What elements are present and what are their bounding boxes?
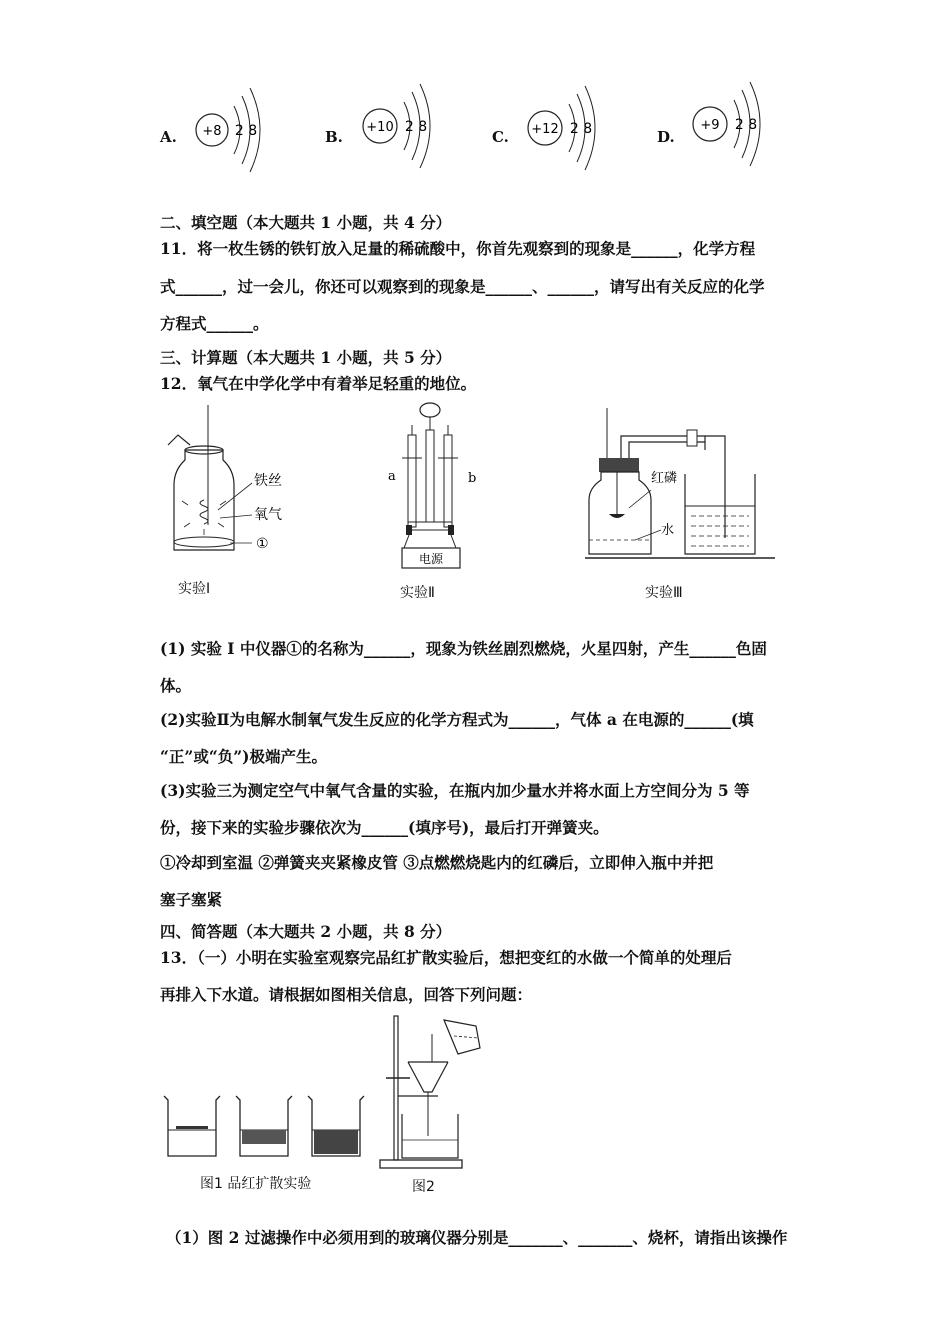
option-a-nucleus: +8 <box>202 124 222 139</box>
option-b-shells: 2 8 <box>404 119 428 135</box>
option-c-atom-diagram <box>525 88 615 178</box>
exp3-caption: 实验Ⅲ <box>645 585 683 601</box>
option-b-atom-diagram <box>358 88 448 178</box>
q13-sub-1: （1）图 2 过滤操作中必须用到的玻璃仪器分别是_______、_______、烧杯，请指出该操作 <box>166 1228 788 1247</box>
q12-intro: 12．氧气在中学化学中有着举足轻重的地位。 <box>160 374 477 393</box>
option-c-nucleus: +12 <box>531 122 559 137</box>
beaker-2 <box>236 1096 292 1156</box>
experiment-2-diagram <box>380 400 490 575</box>
q13-line-2: 再排入下水道。请根据如图相关信息，回答下列问题： <box>160 985 533 1004</box>
experiment-1-diagram <box>160 405 300 570</box>
option-a-label: A. <box>160 128 177 146</box>
figure-2-caption: 图2 <box>412 1179 435 1195</box>
figure-1-beakers <box>162 1092 372 1162</box>
exp1-caption: 实验Ⅰ <box>178 581 211 597</box>
q12-line-4: “正”或“负”)极端产生。 <box>160 747 327 766</box>
experiment-3-diagram <box>585 408 785 568</box>
q12-line-3: (2)实验Ⅱ为电解水制氧气发生反应的化学方程式为______，气体 a 在电源的______(填 <box>160 710 754 729</box>
option-d-nucleus: +9 <box>700 118 720 133</box>
figure-1-caption: 图1 品红扩散实验 <box>200 1176 312 1192</box>
q12-line-1: (1) 实验 I 中仪器①的名称为______，现象为铁丝剧烈燃烧，火星四射，产生______色固 <box>160 639 767 658</box>
q12-line-6: 份，接下来的实验步骤依次为______(填序号)，最后打开弹簧夹。 <box>160 818 609 837</box>
section-4-heading: 四、简答题（本大题共 2 小题，共 8 分） <box>160 922 452 941</box>
beaker-1 <box>164 1096 220 1156</box>
exp3-water-label: 水 <box>661 523 675 538</box>
section-2-heading: 二、填空题（本大题共 1 小题，共 4 分） <box>160 213 452 232</box>
exp2-b-label: b <box>468 471 477 486</box>
option-a-shells: 2 8 <box>234 123 258 139</box>
exp3-phosphorus-label: 红磷 <box>651 471 678 486</box>
q12-line-8: 塞子塞紧 <box>160 890 223 909</box>
exp2-caption: 实验Ⅱ <box>400 585 435 601</box>
option-c-shells: 2 8 <box>569 121 593 137</box>
q11-line-2: 式______，过一会儿，你还可以观察到的现象是______、______，请写出有关反应的化学 <box>160 277 765 296</box>
section-3-heading: 三、计算题（本大题共 1 小题，共 5 分） <box>160 348 452 367</box>
option-c-label: C. <box>492 128 509 146</box>
option-a-atom-diagram <box>190 88 280 178</box>
beaker-3 <box>308 1096 364 1156</box>
option-b-label: B. <box>325 128 343 146</box>
exp2-a-label: a <box>388 469 396 484</box>
exp1-gas-label: 氧气 <box>254 507 282 523</box>
exp1-wire-label: 铁丝 <box>254 473 282 489</box>
q11-line-3: 方程式______。 <box>160 314 269 333</box>
q13-line-1: 13．（一）小明在实验室观察完品红扩散实验后，想把变红的水做一个简单的处理后 <box>160 948 732 967</box>
option-d-label: D. <box>657 128 675 146</box>
exp1-instrument-label: ① <box>256 536 269 552</box>
q12-line-5: (3)实验三为测定空气中氧气含量的实验，在瓶内加少量水并将水面上方空间分为 5 等 <box>160 781 750 800</box>
q11-line-1: 11．将一枚生锈的铁钉放入足量的稀硫酸中，你首先观察到的现象是______，化学方程 <box>160 239 756 258</box>
option-d-atom-diagram <box>690 84 780 174</box>
figure-2-filtration <box>380 1012 490 1172</box>
exp2-power-label: 电源 <box>418 552 444 566</box>
q12-line-2: 体。 <box>160 676 192 695</box>
q12-line-7: ①冷却到室温 ②弹簧夹夹紧橡皮管 ③点燃燃烧匙内的红磷后，立即伸入瓶中并把 <box>160 853 714 872</box>
option-d-shells: 2 8 <box>734 117 758 133</box>
option-b-nucleus: +10 <box>366 120 394 135</box>
